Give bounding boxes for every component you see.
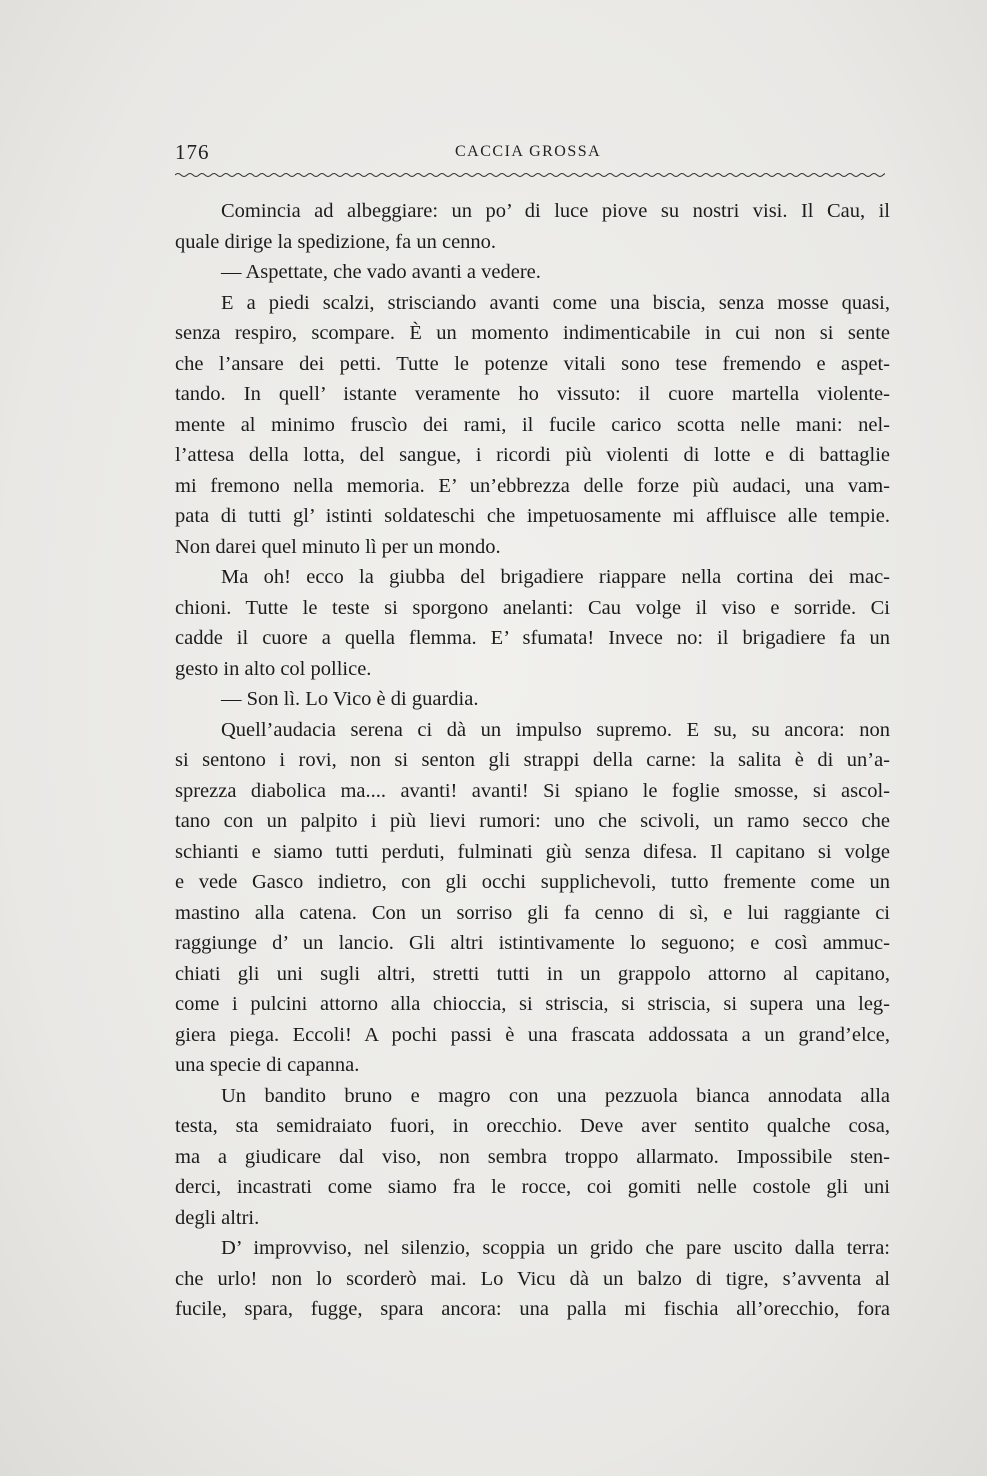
page-number: 176 <box>175 140 210 164</box>
text-line: E a piedi scalzi, strisciando avanti come una biscia, senza mosse quasi, <box>221 291 890 314</box>
text-line: l’attesa della lotta, del sangue, i ricordi più violenti di lotte e di battaglie <box>175 444 890 466</box>
text-line: D’ improvviso, nel silenzio, scoppia un grido che pare uscito dalla terra: <box>221 1237 890 1259</box>
text-line: mente al minimo fruscìo dei rami, il fucile carico scotta nelle mani: nel- <box>175 413 890 436</box>
text-line: chiati gli uni sugli altri, stretti tutti in un grappolo attorno al capitano, <box>175 962 890 985</box>
text-line: come i pulcini attorno alla chioccia, si striscia, si striscia, si supera una leg- <box>175 993 890 1015</box>
text-line: gesto in alto col pollice. <box>175 657 372 680</box>
text-line: fucile, spara, fugge, spara ancora: una palla mi fischia all’orecchio, fora <box>175 1298 890 1320</box>
body-text <box>175 196 890 1325</box>
text-line: chioni. Tutte le teste si sporgono anelanti: Cau volge il viso e sorride. Ci <box>175 596 890 619</box>
text-line: sprezza diabolica ma.... avanti! avanti! Si spiano le foglie smosse, si ascol- <box>175 779 890 802</box>
text-line: cadde il cuore a quella flemma. E’ sfumata! Invece no: il brigadiere fa un <box>175 627 890 649</box>
running-title: CACCIA GROSSA <box>455 143 602 160</box>
text-line: degli altri. <box>175 1206 260 1229</box>
text-line: pata di tutti gl’ istinti soldateschi che impetuosamente mi affluisce alle tempie. <box>175 505 890 527</box>
text-line: Non darei quel minuto lì per un mondo. <box>175 535 501 558</box>
text-line: e vede Gasco indietro, con gli occhi supplichevoli, tutto fremente come un <box>175 871 890 893</box>
text-line: derci, incastrati come siamo fra le rocce, coi gomiti nelle costole gli uni <box>175 1176 890 1198</box>
text-line: — Son lì. Lo Vico è di guardia. <box>221 688 479 710</box>
text-line: che urlo! non lo scorderò mai. Lo Vicu dà un balzo di tigre, s’avventa al <box>175 1267 890 1290</box>
text-line: tano con un palpito i più lievi rumori: uno che scivoli, un ramo secco che <box>175 810 890 832</box>
text-line: tando. In quell’ istante veramente ho vissuto: il cuore martella violente- <box>175 383 890 405</box>
text-line: raggiunge d’ un lancio. Gli altri istintivamente lo seguono; e così ammuc- <box>175 932 890 954</box>
text-line: Comincia ad albeggiare: un po’ di luce piove su nostri visi. Il Cau, il <box>221 200 890 222</box>
text-line: testa, sta semidraiato fuori, in orecchio. Deve aver sentito qualche cosa, <box>175 1115 890 1137</box>
text-line: quale dirige la spedizione, fa un cenno. <box>175 230 497 253</box>
text-line: ma a giudicare dal viso, non sembra troppo allarmato. Impossibile sten- <box>175 1145 890 1168</box>
text-line: Un bandito bruno e magro con una pezzuola bianca annodata alla <box>221 1084 890 1107</box>
page-header <box>175 140 885 170</box>
text-line: senza respiro, scompare. È un momento indimenticabile in cui non si sente <box>175 322 890 344</box>
text-line: Quell’audacia serena ci dà un impulso supremo. E su, su ancora: non <box>221 718 890 741</box>
text-line: che l’ansare dei petti. Tutte le potenze vitali sono tese fremendo e aspet- <box>175 352 890 375</box>
text-line: Ma oh! ecco la giubba del brigadiere riappare nella cortina dei mac- <box>221 566 890 588</box>
text-line: mi fremono nella memoria. E’ un’ebbrezza delle forze più audaci, una vam- <box>175 474 890 497</box>
text-line: — Aspettate, che vado avanti a vedere. <box>221 261 541 283</box>
text-line: mastino alla catena. Con un sorriso gli fa cenno di sì, e lui raggiante ci <box>175 901 890 924</box>
text-line: giera piega. Eccoli! A pochi passi è una frascata addossata a un grand’elce, <box>175 1023 890 1046</box>
text-line: schianti e siamo tutti perduti, fulminati giù senza difesa. Il capitano si volge <box>175 840 890 863</box>
text-line: si sentono i rovi, non si senton gli strappi della carne: la salita è di un’a- <box>175 749 890 771</box>
wavy-divider <box>175 170 885 180</box>
text-line: una specie di capanna. <box>175 1054 360 1076</box>
